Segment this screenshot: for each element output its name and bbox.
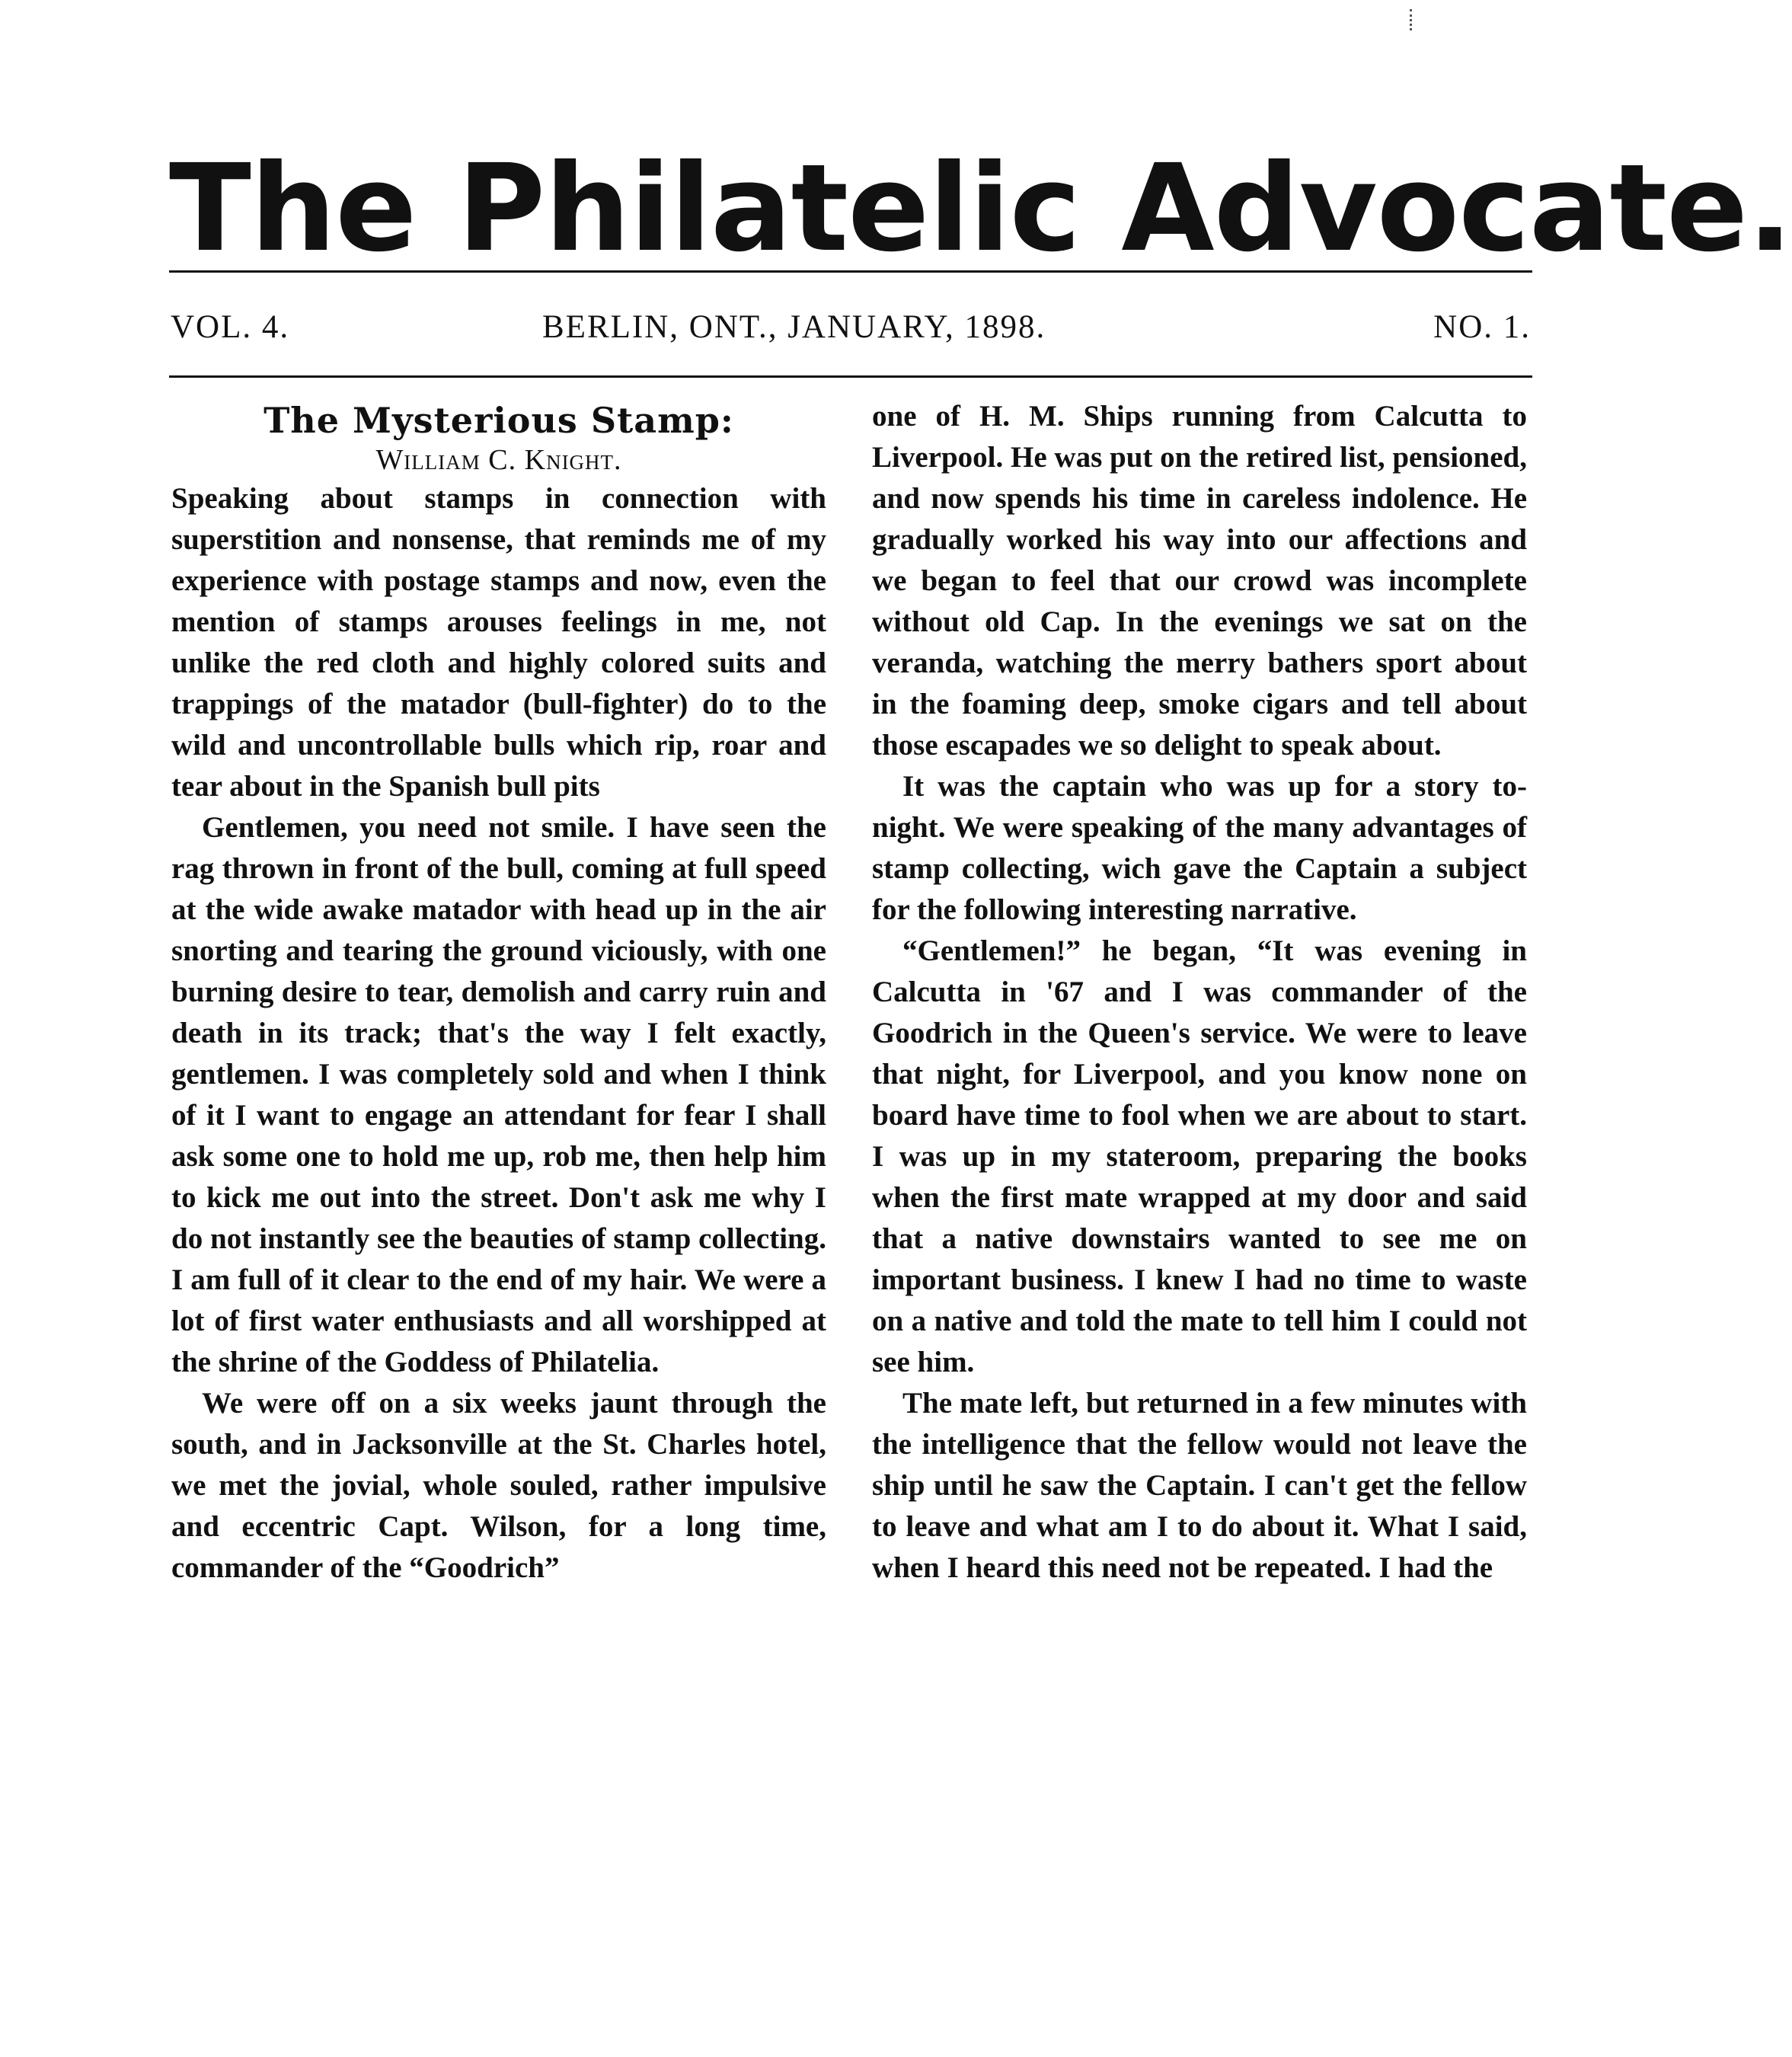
column-right <box>872 396 1527 2033</box>
paragraph: “Gentlemen!” he began, “It was evening in Calcutta in '67 and I was commander of the Goodrich in the Queen's service. We were to leave that night, for Liverpool, and you know none on board have time to fool when we are about to start. I was up in my stateroom, preparing the books when the first mate wrapped at my door and said that a native downstairs wanted to see me on important business. I knew I had no time to waste on a native and told the mate to tell him I could not see him. <box>872 934 1527 1378</box>
paragraph: The mate left, but returned in a few minutes with the intelligence that the fellow would not leave the ship until he saw the Captain. I can't get the fellow to leave and what am I to do about it. What I said, when I heard this need not be repeated. I had the <box>872 1387 1527 1584</box>
volume-label: VOL. 4. <box>171 309 290 345</box>
article-title: The Mysterious Stamp: <box>264 400 734 441</box>
masthead-rule-bottom <box>169 375 1532 378</box>
issue-number: NO. 1. <box>1433 309 1531 345</box>
place-date: BERLIN, ONT., JANUARY, 1898. <box>542 309 1046 345</box>
article-byline: William C. Knight. <box>375 444 622 476</box>
paragraph: It was the captain who was up for a story to-night. We were speaking of the many advantages of stamp collecting, wich gave the Captain a subject for the following interesting narrative. <box>872 770 1527 926</box>
margin-mark <box>1410 9 1414 30</box>
dateline <box>169 305 1532 350</box>
paragraph: Gentlemen, you need not smile. I have seen the rag thrown in front of the bull, coming at full speed at the wide awake matador with head up in the air snorting and tearing the ground viciously, with one burning desire to tear, demolish and carry ruin and death in its track; that's the way I felt exactly, gentlemen. I was completely sold and when I think of it I want to engage an attendant for fear I shall ask some one to hold me up, rob me, then help him to kick me out into the street. Don't ask me why I do not instantly see the beauties of stamp collecting. I am full of it clear to the end of my hair. We were a lot of first water enthusiasts and all worshipped at the shrine of the Goddess of Philatelia. <box>171 811 826 1378</box>
paragraph: Speaking about stamps in connection with superstition and nonsense, that reminds me of my experience with postage stamps and now, even the mention of stamps arouses feelings in me, not unlike the red cloth and highly colored suits and trappings of the matador (bull-fighter) do to the wild and uncontrollable bulls which rip, roar and tear about in the Spanish bull pits <box>171 482 826 803</box>
masthead-rule-top <box>169 270 1532 273</box>
column-left <box>171 396 826 2033</box>
masthead-title: The Philatelic Advocate. <box>169 139 1792 279</box>
paragraph: one of H. M. Ships running from Calcutta to Liverpool. He was put on the retired list, pensioned, and now spends his time in careless indolence. He gradually worked his way into our affections and we began to feel that our crowd was incomplete without old Cap. In the evenings we sat on the veranda, watching the merry bathers sport about in the foaming deep, smoke cigars and tell about those escapades we so delight to speak about. <box>872 400 1527 762</box>
paragraph: We were off on a six weeks jaunt through the south, and in Jacksonville at the St. Charles hotel, we met the jovial, whole souled, rather impulsive and eccentric Capt. Wilson, for a long time, commander of the “Goodrich” <box>171 1387 826 1584</box>
